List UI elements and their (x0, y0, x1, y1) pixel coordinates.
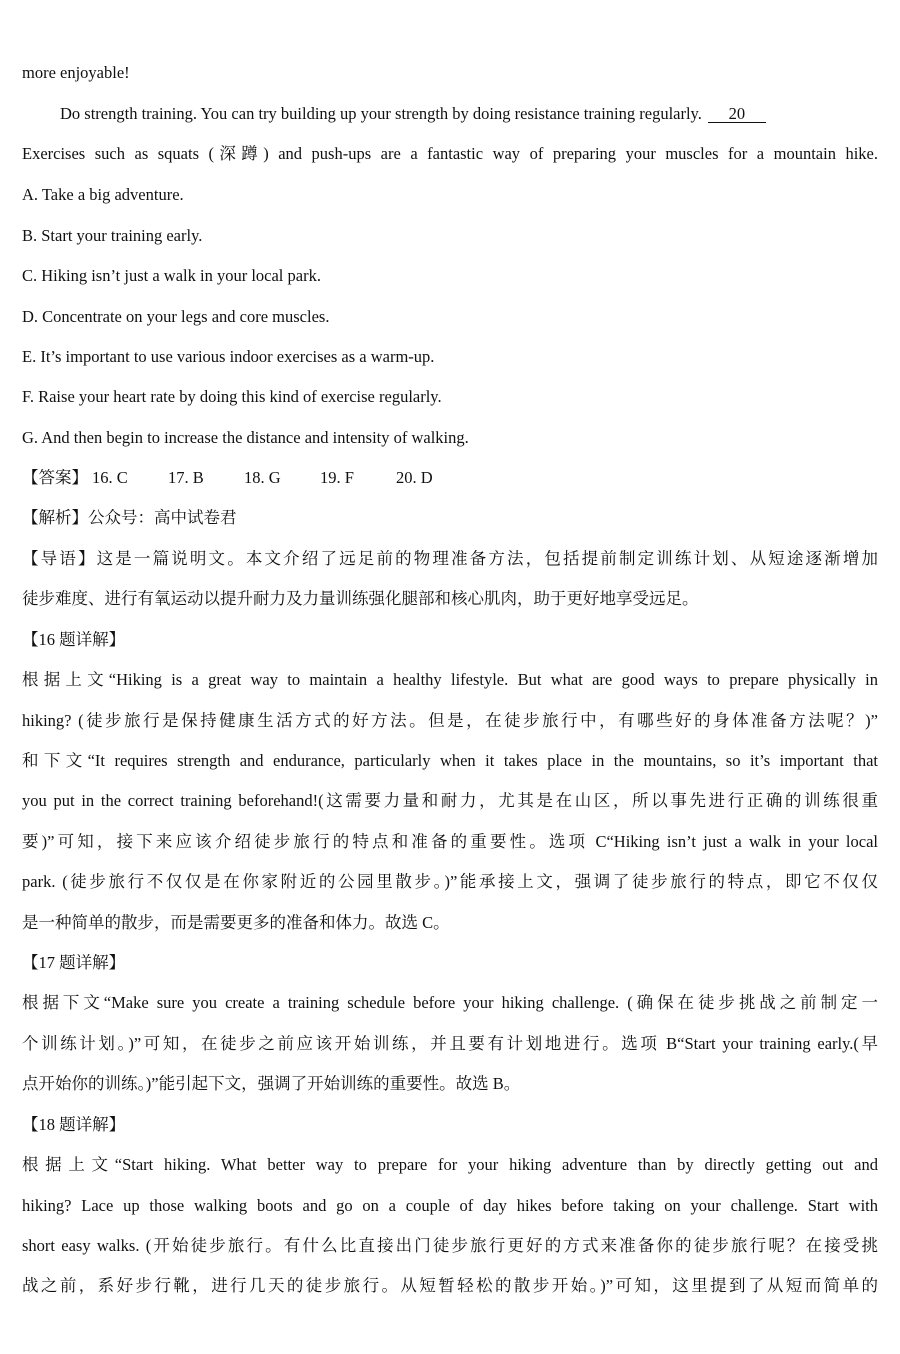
q18-line-4: 战之前，系好步行靴，进行几天的徒步旅行。从短暂轻松的散步开始。)”可知，这里提到了从短而简单的 (22, 1276, 878, 1295)
q16-line-6: park. (徒步旅行不仅仅是在你家附近的公园里散步。)”能承接上文，强调了徒步旅行的特点，即它不仅仅 (22, 872, 878, 891)
q16-line-4: you put in the correct training beforehand!(这需要力量和耐力，尤其是在山区，所以事先进行正确的训练很重 (22, 791, 878, 810)
q16-line-2: hiking? (徒步旅行是保持健康生活方式的好方法。但是，在徒步旅行中，有哪些好的身体准备方法呢？)” (22, 711, 878, 730)
paragraph-text: Do strength training. You can try building up your strength by doing resistance training regularly. (60, 104, 702, 123)
analysis-line: 【解析】公众号：高中试卷君 (22, 508, 237, 527)
answer-20: 20. D (396, 468, 433, 487)
answer-18: 18. G (244, 468, 281, 487)
answer-17: 17. B (168, 468, 204, 487)
q17-line-1: 根据下文“Make sure you create a training schedule before your hiking challenge. (确保在徒步挑战之前制定一 (22, 993, 878, 1012)
q18-line-2: hiking? Lace up those walking boots and go on a couple of day hikes before taking on your challenge. Start with (22, 1196, 878, 1215)
continuation-text: more enjoyable! (22, 63, 130, 82)
q16-line-3: 和下文“It requires strength and endurance, particularly when it takes place in the mountains, so it’s important that (22, 751, 878, 770)
q16-line-5: 要)”可知，接下来应该介绍徒步旅行的特点和准备的重要性。选项 C“Hiking isn’t just a walk in your local (22, 832, 878, 851)
q18-heading: 【18 题详解】 (22, 1115, 126, 1134)
blank-20: 20 (708, 106, 766, 123)
q17-line-3: 点开始你的训练。)”能引起下文，强调了开始训练的重要性。故选 B。 (22, 1074, 521, 1093)
option-g: G. And then begin to increase the distance and intensity of walking. (22, 428, 469, 447)
q16-line-1: 根据上文“Hiking is a great way to maintain a healthy lifestyle. But what are good ways to prepare physically in (22, 670, 878, 689)
option-c: C. Hiking isn’t just a walk in your local park. (22, 266, 321, 285)
q18-line-1: 根据上文“Start hiking. What better way to prepare for your hiking adventure than by directly getting out and (22, 1155, 878, 1174)
option-d: D. Concentrate on your legs and core muscles. (22, 307, 330, 326)
option-e: E. It’s important to use various indoor exercises as a warm-up. (22, 347, 435, 366)
q17-line-2: 个训练计划。)”可知，在徒步之前应该开始训练，并且要有计划地进行。选项 B“Start your training early.(早 (22, 1034, 878, 1053)
guide-line-2: 徒步难度、进行有氧运动以提升耐力及力量训练强化腿部和核心肌肉，助于更好地享受远足。 (22, 589, 699, 608)
answer-line (22, 467, 878, 489)
passage-paragraph (60, 103, 878, 125)
answer-16: 16. C (92, 468, 128, 487)
option-f: F. Raise your heart rate by doing this kind of exercise regularly. (22, 387, 442, 406)
q16-heading: 【16 题详解】 (22, 630, 126, 649)
q16-line-7: 是一种简单的散步，而是需要更多的准备和体力。故选 C。 (22, 913, 450, 932)
q17-heading: 【17 题详解】 (22, 953, 126, 972)
paragraph-line-2: Exercises such as squats (深蹲) and push-ups are a fantastic way of preparing your muscles for a mountain hike. (22, 144, 878, 163)
option-b: B. Start your training early. (22, 226, 203, 245)
option-a: A. Take a big adventure. (22, 185, 184, 204)
q18-line-3: short easy walks. (开始徒步旅行。有什么比直接出门徒步旅行更好的方式来准备你的徒步旅行呢？在接受挑 (22, 1236, 878, 1255)
answer-label: 【答案】 (22, 468, 88, 487)
guide-line-1: 【导语】这是一篇说明文。本文介绍了远足前的物理准备方法，包括提前制定训练计划、从短途逐渐增加 (22, 549, 878, 568)
answer-19: 19. F (320, 468, 354, 487)
